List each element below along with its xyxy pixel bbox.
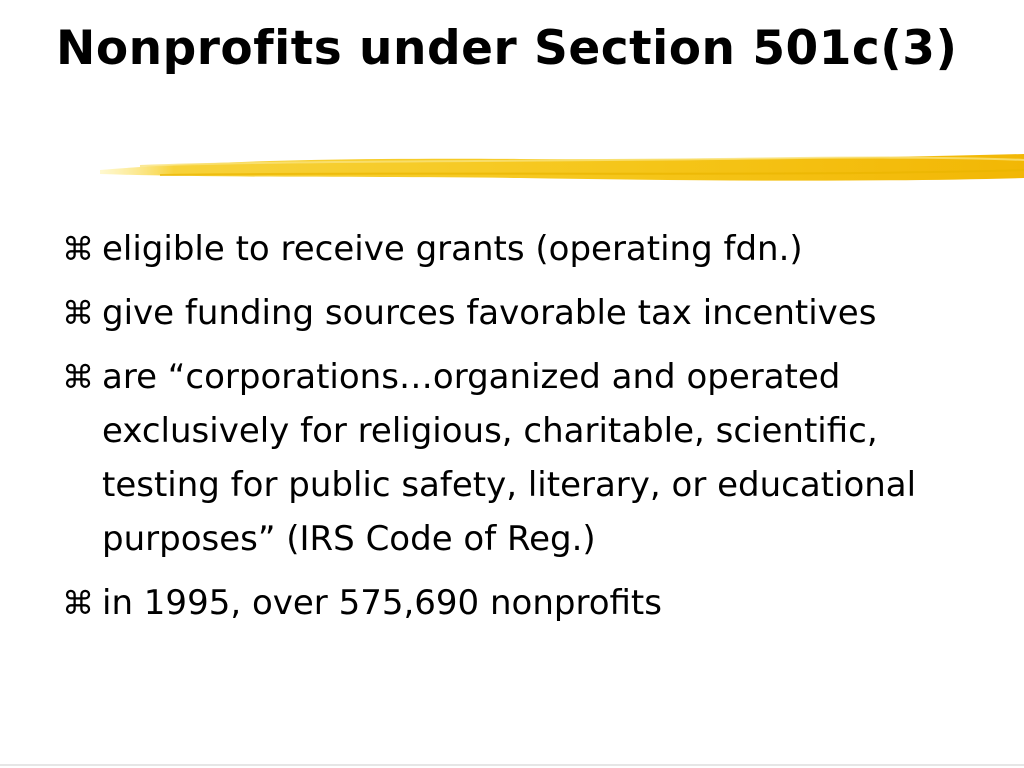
bullet-item: [62, 222, 962, 276]
yellow-brush-underline: [100, 148, 1024, 188]
bullet-item: [62, 350, 962, 566]
command-key-bullet-icon: ⌘: [62, 294, 94, 332]
bullet-text: give funding sources favorable tax incentives: [102, 293, 877, 333]
bullet-list: [62, 222, 962, 640]
bullet-text: eligible to receive grants (operating fdn.): [102, 229, 803, 269]
bottom-divider: [0, 764, 1024, 766]
bullet-text: are “corporations…organized and operated exclusively for religious, charitable, scientific, testing for public safety, literary, or educational purposes” (IRS Code of Reg.): [102, 357, 917, 559]
bullet-item: [62, 576, 962, 630]
slide-title: Nonprofits under Section 501c(3): [56, 21, 958, 76]
command-key-bullet-icon: ⌘: [62, 584, 94, 622]
bullet-item: [62, 286, 962, 340]
bullet-text: in 1995, over 575,690 nonprofits: [102, 583, 662, 623]
command-key-bullet-icon: ⌘: [62, 230, 94, 268]
command-key-bullet-icon: ⌘: [62, 358, 94, 396]
